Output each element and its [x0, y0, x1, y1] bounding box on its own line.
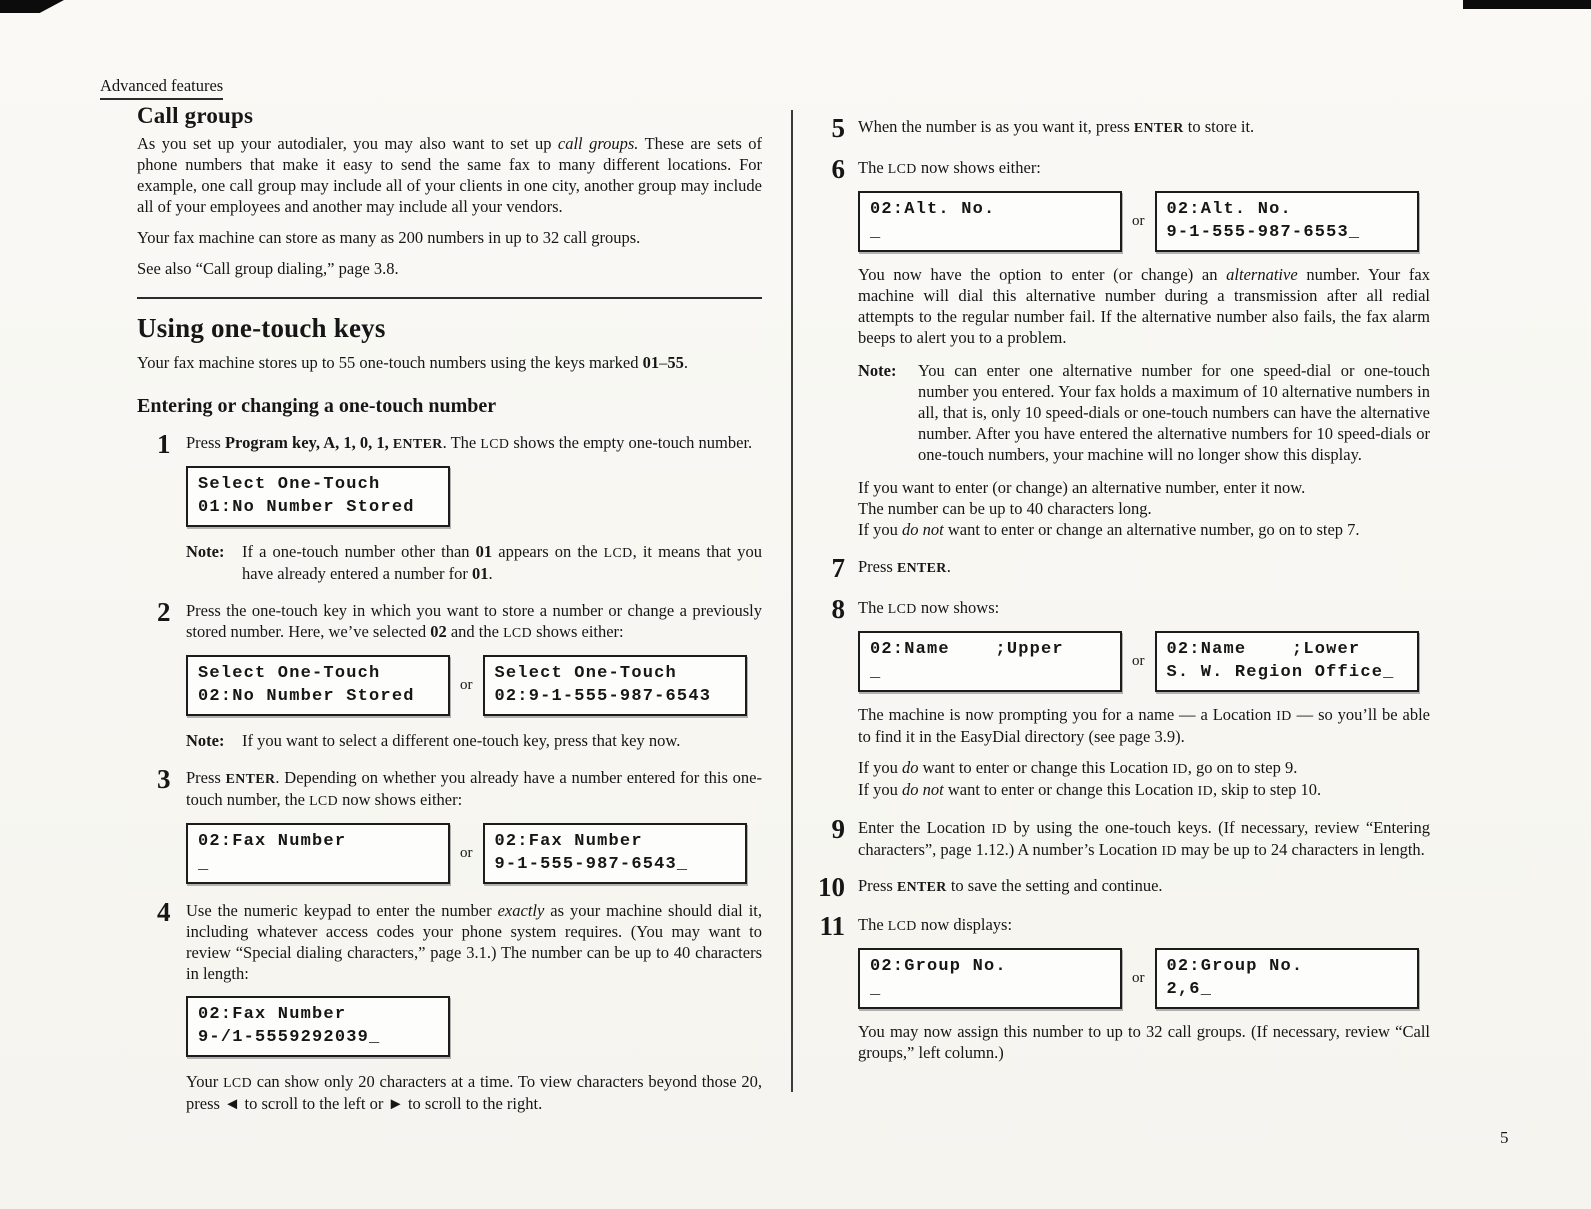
- lcd-line-2: 2,6_: [1166, 980, 1213, 999]
- lcd-display: [1155, 191, 1419, 252]
- paragraph-lcd-scroll: Your LCD can show only 20 characters at a time. To view characters beyond those 20, press ◄ to scroll to the left or ► to scroll to the right.: [186, 1072, 762, 1113]
- lcd-line-2: 9-1-555-987-6553_: [1166, 223, 1361, 242]
- step-9-body: [858, 817, 1430, 861]
- step-1: [137, 429, 762, 584]
- or-label: or: [1132, 653, 1145, 669]
- paragraph-group-if-want: [858, 477, 1430, 540]
- lcd-line-2: 9-/1-5559292039_: [198, 1028, 381, 1047]
- step-5-number: 5: [831, 113, 845, 143]
- running-header: Advanced features: [100, 76, 223, 100]
- lcd-line-1: 02:Name ;Upper: [870, 640, 1064, 659]
- paragraph-assign-groups: You may now assign this number to up to 32 call groups. (If necessary, review “Call groups,” left column.): [858, 1022, 1430, 1062]
- right-column: [817, 113, 1430, 1063]
- lcd-display: [186, 466, 450, 527]
- lcd-alternatives: [186, 823, 762, 884]
- step-5: [817, 113, 1430, 143]
- step-2-number: 2: [157, 597, 171, 627]
- page-number: 5: [1500, 1128, 1509, 1147]
- heading-one-touch-keys: Using one-touch keys: [137, 313, 386, 343]
- step-6-text: The LCD now shows either:: [858, 158, 1041, 177]
- lcd-line-1: 02:Fax Number: [494, 832, 643, 851]
- step-2-text: Press the one-touch key in which you want to store a number or change a previously stored number. Here, we’ve selected 02 and the LCD shows either:: [186, 601, 762, 641]
- note-text: You can enter one alternative number for one speed-dial or one-touch number you entered. Your fax holds a maximum of 10 alternative numbers in all, that is, only 10 speed-dials or one-touch numbers can have the alternative number. After you have entered the alternative numbers for 10 speed-dials or one-touch numbers, your machine will no longer show this display.: [918, 361, 1430, 464]
- column-divider: [791, 110, 793, 1092]
- lcd-display: [858, 631, 1122, 692]
- lcd-line-2: 9-1-555-987-6543_: [494, 855, 689, 874]
- paragraph-if-want-line-2: The number can be up to 40 characters long.: [858, 499, 1152, 518]
- lcd-display: [186, 823, 450, 884]
- step-7-text: Press ENTER.: [858, 557, 951, 576]
- lcd-line-2: _: [198, 855, 210, 874]
- subheading-entering-number: Entering or changing a one-touch number: [137, 395, 497, 417]
- lcd-line-2: 02:No Number Stored: [198, 687, 415, 706]
- lcd-display: [186, 996, 450, 1057]
- lcd-display: [858, 948, 1122, 1009]
- lcd-line-1: 02:Alt. No.: [870, 200, 996, 219]
- paragraph-group-do: [858, 757, 1430, 801]
- note-label: Note:: [858, 361, 897, 380]
- lcd-alternatives: [858, 631, 1430, 692]
- paragraph-call-groups-3: See also “Call group dialing,” page 3.8.: [137, 259, 399, 278]
- lcd-display: [1155, 948, 1419, 1009]
- step-3: [137, 764, 762, 884]
- paragraph-alternative-number: You now have the option to enter (or change) an alternative number. Your fax machine will dial this alternative number during a transmission after all redial attempts to the regular number fail. If the alternative number also fails, the fax alarm beeps to alert you to a problem.: [858, 265, 1430, 347]
- note-label: Note:: [186, 731, 225, 750]
- lcd-line-1: 02:Fax Number: [198, 1005, 347, 1024]
- step-10-body: [858, 875, 1430, 897]
- step-10: [817, 872, 1430, 902]
- step-5-text: When the number is as you want it, press ENTER to store it.: [858, 117, 1255, 136]
- step-3-body: [186, 767, 762, 884]
- paragraph-do-line-1: If you do want to enter or change this Location ID, go on to step 9.: [858, 758, 1298, 777]
- lcd-line-1: Select One-Touch: [494, 664, 677, 683]
- section-rule: [137, 297, 762, 299]
- note-label: Note:: [186, 542, 225, 561]
- paragraph-call-groups-1: As you set up your autodialer, you may also want to set up call groups. These are sets of phone numbers that make it easy to send the same fax to many different locations. For example, one call group may include all of your clients in one city, another group may include all of your employees and another may include all your vendors.: [137, 134, 762, 216]
- step-1-text: Press Program key, A, 1, 0, 1, ENTER. The LCD shows the empty one-touch number.: [186, 433, 753, 452]
- lcd-line-2: S. W. Region Office_: [1166, 663, 1395, 682]
- step-7-body: [858, 556, 1430, 578]
- step-6: [817, 154, 1430, 540]
- step-1-body: [186, 432, 762, 584]
- step-3-text: Press ENTER. Depending on whether you already have a number entered for this one-touch number, the LCD now shows either:: [186, 768, 762, 809]
- lcd-line-1: 02:Name ;Lower: [1166, 640, 1361, 659]
- step-9-number: 9: [831, 814, 845, 844]
- note-text: If you want to select a different one-touch key, press that key now.: [242, 731, 681, 750]
- step-4-text: Use the numeric keypad to enter the number exactly as your machine should dial it, including whatever access codes your phone system requires. (You may want to review “Special dialing characters,” page 3.1.) The number can be up to 40 characters in length:: [186, 901, 762, 983]
- step-3-number: 3: [157, 764, 171, 794]
- step-11: [817, 911, 1430, 1063]
- step-11-body: [858, 914, 1430, 1063]
- scan-artifact-top-right: [1463, 0, 1591, 9]
- or-label: or: [460, 845, 473, 861]
- lcd-line-2: 02:9-1-555-987-6543: [494, 687, 712, 706]
- step-4-body: [186, 900, 762, 1114]
- paragraph-do-line-2: If you do not want to enter or change this Location ID, skip to step 10.: [858, 780, 1322, 799]
- or-label: or: [1132, 970, 1145, 986]
- lcd-line-1: 02:Group No.: [1166, 957, 1304, 976]
- step-10-text: Press ENTER to save the setting and continue.: [858, 876, 1163, 895]
- step-1-number: 1: [157, 429, 171, 459]
- lcd-line-1: 02:Group No.: [870, 957, 1007, 976]
- step-7: [817, 553, 1430, 583]
- or-label: or: [1132, 213, 1145, 229]
- lcd-display: [1155, 631, 1419, 692]
- step-2: [137, 597, 762, 751]
- step-8-text: The LCD now shows:: [858, 598, 1000, 617]
- step-7-number: 7: [831, 553, 845, 583]
- lcd-line-2: 01:No Number Stored: [198, 498, 415, 517]
- lcd-alternatives: [858, 948, 1430, 1009]
- step-11-number: 11: [819, 911, 845, 941]
- or-label: or: [460, 677, 473, 693]
- lcd-line-1: Select One-Touch: [198, 664, 381, 683]
- step-5-body: [858, 116, 1430, 138]
- heading-call-groups: Call groups: [137, 103, 254, 128]
- note: [186, 541, 762, 584]
- paragraph-location-id: The machine is now prompting you for a name — a Location ID — so you’ll be able to find it in the EasyDial directory (see page 3.9).: [858, 705, 1430, 746]
- note-text: If a one-touch number other than 01 appears on the LCD, it means that you have already entered a number for 01.: [242, 542, 762, 583]
- step-9-text: Enter the Location ID by using the one-touch keys. (If necessary, review “Entering characters”, page 1.12.) A number’s Location ID may be up to 24 characters in length.: [858, 818, 1430, 859]
- step-4-number: 4: [157, 897, 171, 927]
- scan-artifact-top-left: [0, 0, 64, 13]
- lcd-line-1: 02:Fax Number: [198, 832, 347, 851]
- paragraph-if-want-line-3: If you do not want to enter or change an alternative number, go on to step 7.: [858, 520, 1360, 539]
- paragraph-call-groups-2: Your fax machine can store as many as 200 numbers in up to 32 call groups.: [137, 228, 641, 247]
- paragraph-if-want-line-1: If you want to enter (or change) an alternative number, enter it now.: [858, 478, 1306, 497]
- lcd-display: [858, 191, 1122, 252]
- note: [186, 730, 762, 751]
- lcd-line-2: _: [870, 980, 882, 999]
- step-6-number: 6: [831, 154, 845, 184]
- lcd-display: [483, 823, 747, 884]
- lcd-line-1: Select One-Touch: [198, 475, 381, 494]
- step-6-body: [858, 157, 1430, 540]
- step-8-number: 8: [831, 594, 845, 624]
- lcd-line-2: _: [870, 663, 882, 682]
- step-2-body: [186, 600, 762, 751]
- note: [858, 360, 1430, 465]
- step-8-body: [858, 597, 1430, 801]
- lcd-line-2: _: [870, 223, 882, 242]
- lcd-display: [186, 655, 450, 716]
- step-4: [137, 897, 762, 1114]
- lcd-line-1: 02:Alt. No.: [1166, 200, 1292, 219]
- step-11-text: The LCD now displays:: [858, 915, 1013, 934]
- lcd-alternatives: [858, 191, 1430, 252]
- lcd-alternatives: [186, 655, 762, 716]
- step-8: [817, 594, 1430, 801]
- left-column: [137, 103, 762, 1114]
- paragraph-one-touch-intro: Your fax machine stores up to 55 one-touch numbers using the keys marked 01–55.: [137, 353, 688, 372]
- lcd-display: [483, 655, 747, 716]
- step-9: [817, 814, 1430, 861]
- step-10-number: 10: [818, 872, 845, 902]
